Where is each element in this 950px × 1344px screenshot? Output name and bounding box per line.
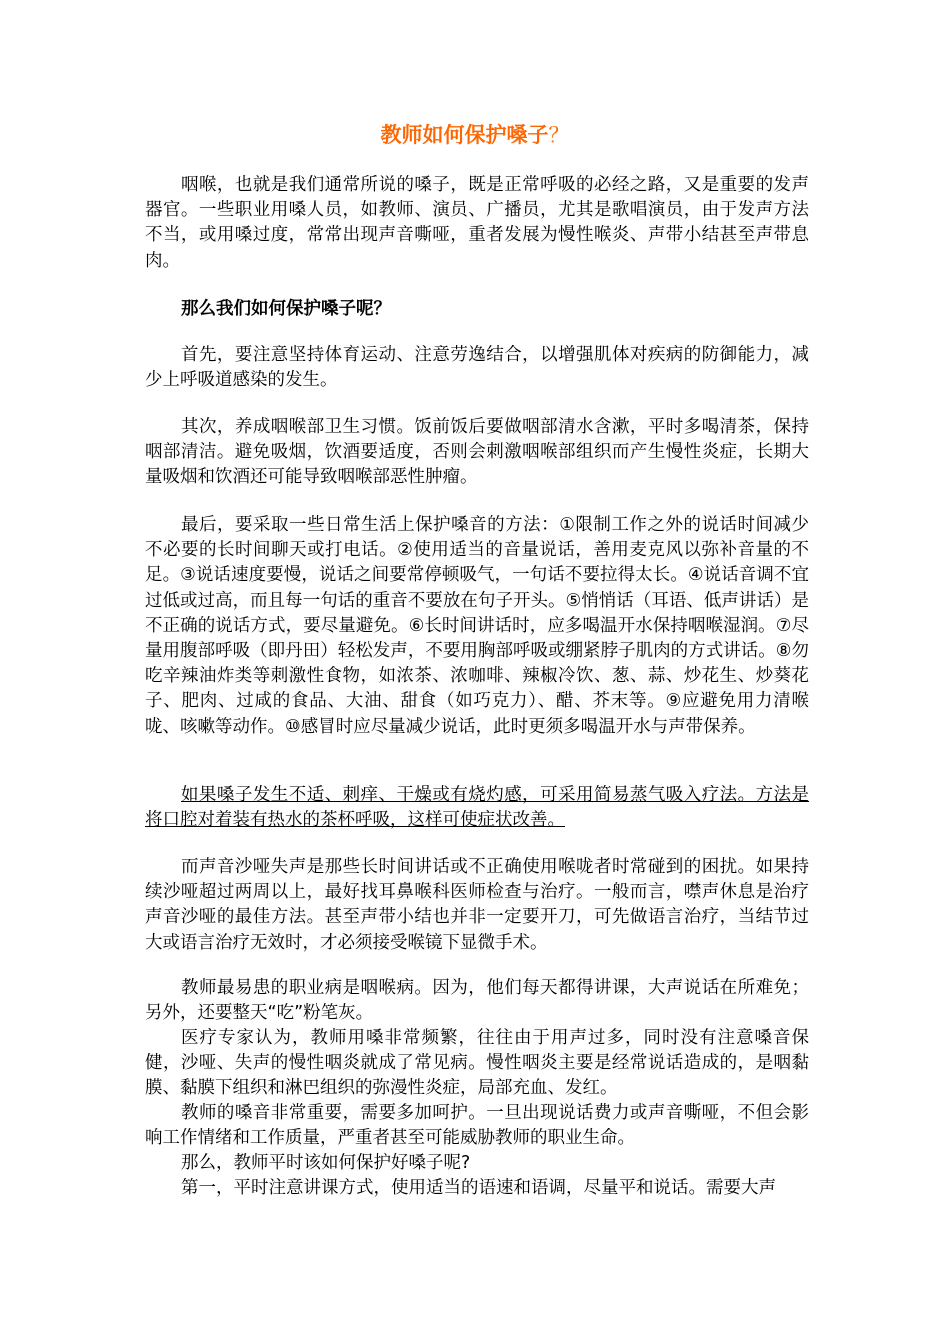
paragraph-question-heading: 那么我们如何保护嗓子呢？	[181, 299, 391, 319]
title-question-mark: ？	[548, 123, 570, 147]
paragraph-second: 其次，养成咽喉部卫生习惯。饭前饭后要做咽部清水含漱，平时多喝清茶，保持咽部清洁。避免吸烟，饮酒要适度，否则会刺激咽喉部组织而产生慢性炎症，长期大量吸烟和饮酒还可能导致咽喉部恶性肿瘤。	[145, 417, 809, 488]
paragraph-voice-importance: 教师的嗓音非常重要，需要多加呵护。一旦出现说话费力或声音嘶哑，不但会影响工作情绪和工作质量，严重者甚至可能威胁教师的职业生命。	[145, 1103, 809, 1149]
paragraph-expert-opinion: 医疗专家认为，教师用嗓非常频繁，往往由于用声过多，同时没有注意嗓音保健，沙哑、失声的慢性咽炎就成了常见病。慢性咽炎主要是经常说话造成的，是咽黏膜、黏膜下组织和淋巴组织的弥漫性炎症，局部充血、发红。	[145, 1028, 809, 1099]
paragraph-intro: 咽喉，也就是我们通常所说的嗓子，既是正常呼吸的必经之路，又是重要的发声器官。一些职业用嗓人员，如教师、演员、广播员，尤其是歌唱演员，由于发声方法不当，或用嗓过度，常常出现声音嘶哑，重者发展为慢性喉炎、声带小结甚至声带息肉。	[145, 175, 809, 271]
paragraph-methods: 最后，要采取一些日常生活上保护嗓音的方法：①限制工作之外的说话时间减少不必要的长时间聊天或打电话。②使用适当的音量说话，善用麦克风以弥补音量的不足。③说话速度要慢，说话之间要常停顿吸气，一句话不要拉得太长。④说话音调不宜过低或过高，而且每一句话的重音不要放在句子开头。⑤悄悄话（耳语、低声讲话）是不正确的说话方式，要尽量避免。⑥长时间讲话时，应多喝温开水保持咽喉湿润。⑦尽量用腹部呼吸（即丹田）轻松发声，不要用胸部呼吸或绷紧脖子肌肉的方式讲话。⑧勿吃辛辣油炸类等刺激性食物，如浓茶、浓咖啡、辣椒冷饮、葱、蒜、炒花生、炒葵花子、肥肉、过咸的食品、大油、甜食（如巧克力）、醋、芥末等。⑨应避免用力清喉咙、咳嗽等动作。⑩感冒时应尽量减少说话，此时更须多喝温开水与声带保养。	[145, 515, 809, 737]
paragraph-step-one: 第一，平时注意讲课方式，使用适当的语速和语调，尽量平和说话。需要大声	[181, 1178, 776, 1198]
paragraph-first: 首先，要注意坚持体育运动、注意劳逸结合，以增强肌体对疾病的防御能力，减少上呼吸道感染的发生。	[145, 345, 809, 391]
paragraph-steam-therapy: 如果嗓子发生不适、刺痒、干燥或有烧灼感，可采用简易蒸气吸入疗法。方法是将口腔对着装有热水的茶杯呼吸，这样可使症状改善。	[145, 785, 809, 831]
paragraph-hoarseness: 而声音沙哑失声是那些长时间讲话或不正确使用喉咙者时常碰到的困扰。如果持续沙哑超过两周以上，最好找耳鼻喉科医师检查与治疗。一般而言，噤声休息是治疗声音沙哑的最佳方法。甚至声带小结也并非一定要开刀，可先做语言治疗，当结节过大或语言治疗无效时，才必须接受喉镜下显微手术。	[145, 857, 809, 953]
paragraph-how-to-protect: 那么，教师平时该如何保护好嗓子呢?	[181, 1153, 471, 1173]
paragraph-teacher-illness: 教师最易患的职业病是咽喉病。因为，他们每天都得讲课，大声说话在所难免；另外，还要整天“吃”粉笔灰。	[145, 978, 809, 1024]
title-text: 教师如何保护嗓子	[380, 123, 549, 147]
document-title	[0, 120, 950, 150]
